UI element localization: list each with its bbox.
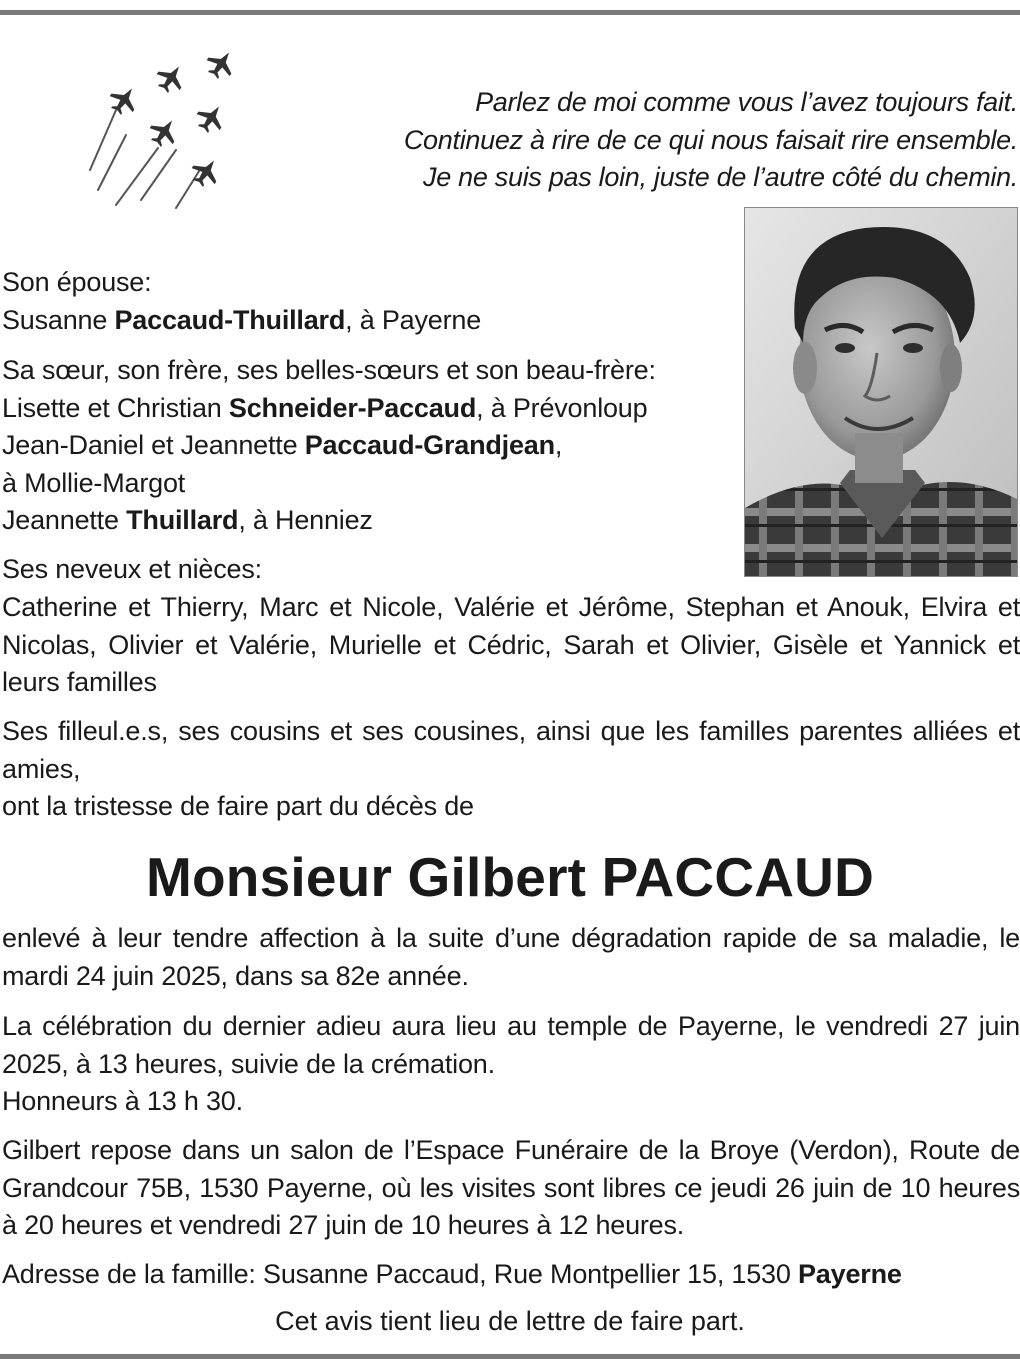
others-paragraph [2,713,1020,826]
text: Jean-Daniel et Jeannette [2,430,305,460]
viewing-text: Gilbert repose dans un salon de l’Espace Funéraire de la Broye (Verdon), Route de Grandcour 75B, 1530 Payerne, où les visites sont libres ce jeudi 26 juin de 10 heures à 20 heures et vendredi 27 juin de 10 heures à 12 heures. [2,1135,1020,1240]
text: Jeannette [2,505,127,535]
surname: Schneider-Paccaud [228,392,477,423]
family-address [2,1256,902,1294]
passing-text: enlevé à leur tendre affection à la suite d’une dégradation rapide de sa maladie, le mardi 24 juin 2025, dans sa 82e année. [2,923,1020,991]
nephews-list [2,589,1020,702]
poem-line: Je ne suis pas loin, juste de l’autre côté du chemin. [423,162,1018,192]
address-line [2,1256,902,1294]
text: , à Prévonloup [476,392,648,423]
text: , à Payerne [345,304,482,335]
portrait-photo [744,207,1018,577]
family-section [2,264,481,339]
announce-text: ont la tristesse de faire part du décès de [2,791,474,821]
sibling-line [2,502,656,540]
surname: Paccaud-Thuillard [114,304,346,335]
nephews-text: Catherine et Thierry, Marc et Nicole, Valérie et Jérôme, Stephan et Anouk, Elvira et Nicolas, Olivier et Valérie, Murielle et Cédric, Sarah et Olivier, Gisèle et Yannick et leurs familles [2,592,1020,697]
spouse-line [2,302,481,340]
top-rule [0,10,1020,15]
bottom-rule [0,1354,1020,1359]
sibling-line [2,390,656,428]
poem-line: Parlez de moi comme vous l’avez toujours fait. [475,87,1018,117]
text: Adresse de la famille: Susanne Paccaud, Rue Montpellier 15, 1530 [2,1259,798,1289]
text: , [554,430,563,460]
siblings-heading: Sa sœur, son frère, ses belles-sœurs et son beau-frère: [2,355,656,385]
sibling-place: à Mollie-Margot [2,467,186,498]
others-text: Ses filleul.e.s, ses cousins et ses cousines, ainsi que les familles parentes alliées et amies, [2,716,1020,784]
closing-note: Cet avis tient lieu de lettre de faire part. [275,1306,745,1336]
honours-text: Honneurs à 13 h 30. [2,1086,243,1116]
spouse-heading: Son épouse: [2,267,152,297]
ceremony-text: La célébration du dernier adieu aura lieu au temple de Payerne, le vendredi 27 juin 2025, à 13 heures, suivie de la crémation. [2,1011,1020,1079]
surname: Paccaud-Grandjean [304,430,555,460]
poem-line: Continuez à rire de ce qui nous faisait rire ensemble. [403,124,1018,155]
jet-formation-icon [86,40,251,210]
ceremony-paragraph [2,1008,1020,1121]
surname: Thuillard [126,505,239,535]
city: Payerne [798,1259,902,1289]
siblings-section [2,352,656,540]
deceased-name: Monsieur Gilbert PACCAUD [146,846,874,908]
poem [298,84,1018,197]
text: Lisette et Christian [2,392,229,423]
sibling-line [2,427,656,465]
viewing-paragraph [2,1132,1020,1245]
passing-paragraph [2,920,1020,995]
text: , à Henniez [238,505,373,535]
text: Susanne [2,304,115,335]
nephews-heading: Ses neveux et nièces: [2,554,262,584]
